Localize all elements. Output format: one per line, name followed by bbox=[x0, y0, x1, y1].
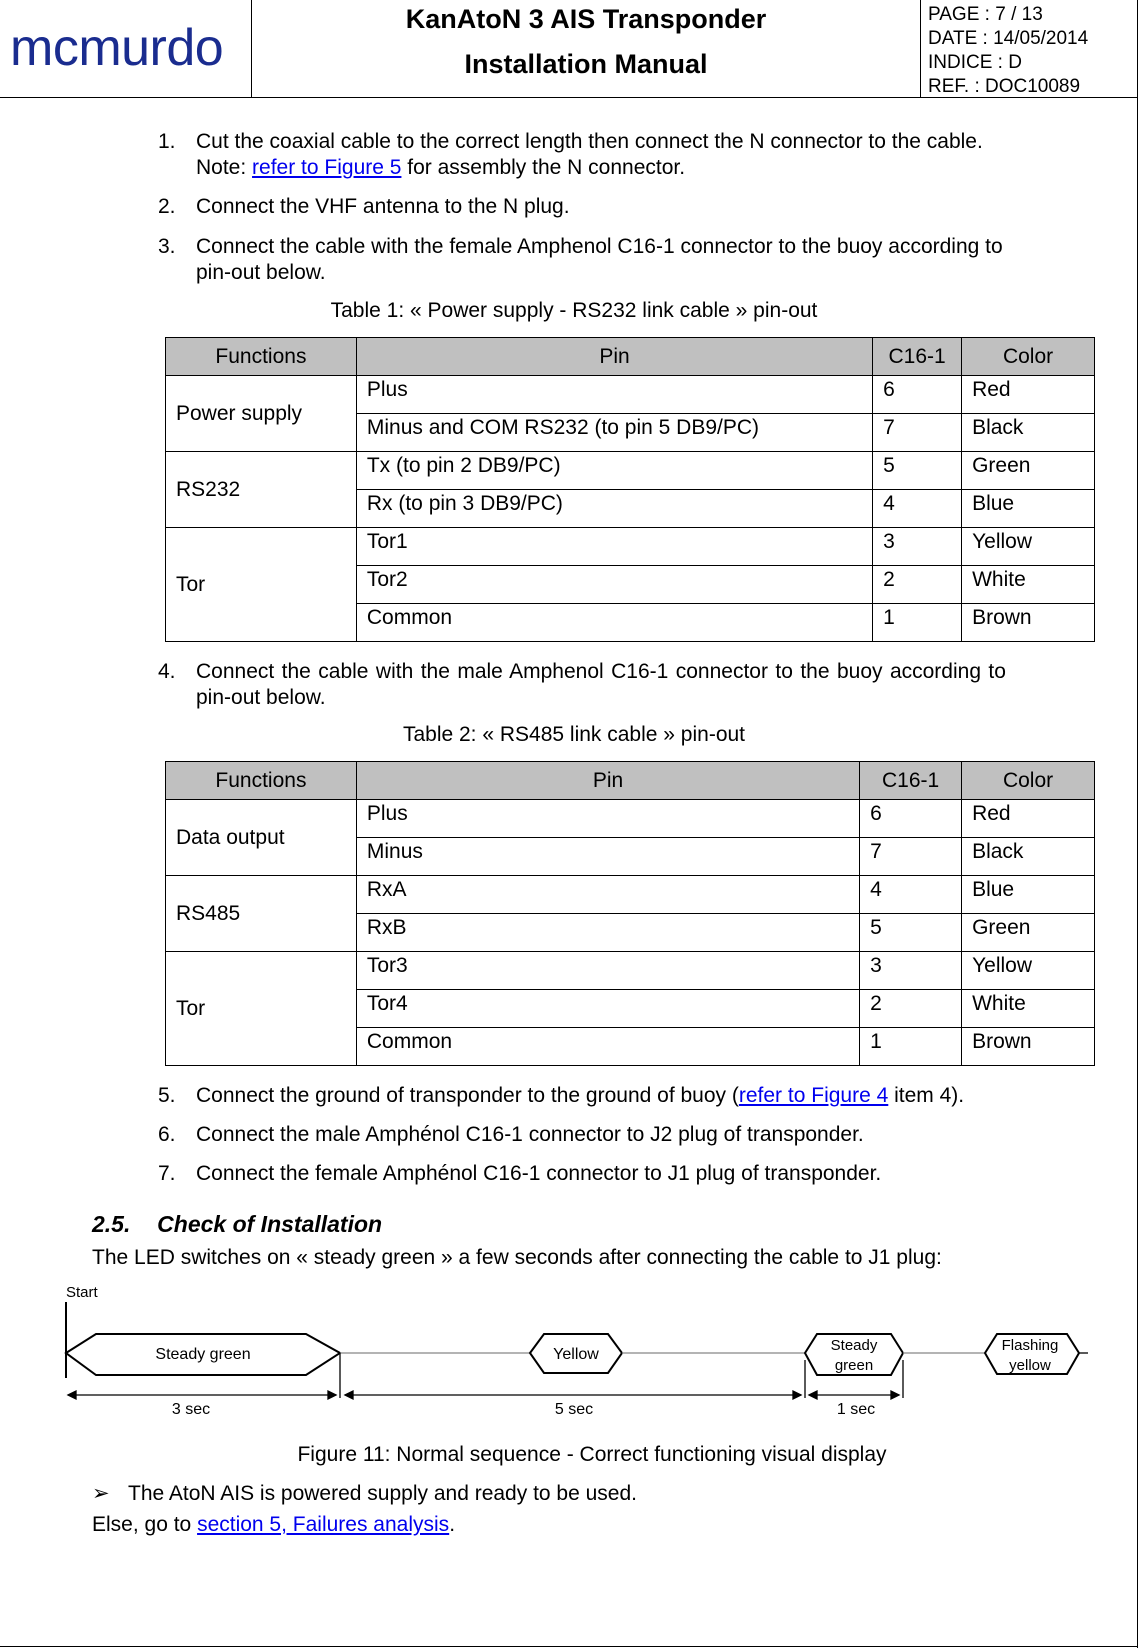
step-2-text: Connect the VHF antenna to the N plug. bbox=[196, 195, 570, 218]
step-1-note bbox=[196, 155, 1088, 181]
note-suffix: for assembly the N connector. bbox=[401, 156, 686, 179]
link-failures-analysis[interactable]: section 5, Failures analysis bbox=[197, 1513, 450, 1536]
state-label: Flashing bbox=[1001, 1337, 1059, 1354]
table-row bbox=[166, 376, 1095, 414]
led-sequence-diagram bbox=[60, 1280, 1090, 1420]
state-label: yellow bbox=[1009, 1357, 1051, 1374]
table-header-row bbox=[166, 338, 1095, 376]
pin-cell: RxA bbox=[356, 876, 859, 914]
step-number: 4. bbox=[158, 660, 176, 683]
color-cell: Blue bbox=[962, 876, 1095, 914]
step-5-suffix: item 4). bbox=[888, 1084, 965, 1107]
function-cell: Tor bbox=[166, 528, 357, 642]
state-label: green bbox=[834, 1357, 874, 1374]
table-2-caption: Table 2: « RS485 link cable » pin-out bbox=[402, 723, 746, 746]
step-3-line: Connect the cable with the female Amphenol C16-1 connector to the buoy according to bbox=[196, 235, 1003, 258]
column-header: Color bbox=[962, 762, 1095, 800]
c16-cell: 1 bbox=[873, 604, 962, 642]
c16-cell: 6 bbox=[873, 376, 962, 414]
bullet-arrow-icon: ➢ bbox=[92, 1482, 110, 1505]
section-heading bbox=[92, 1211, 382, 1238]
pin-cell: Minus bbox=[356, 838, 859, 876]
table-row bbox=[166, 528, 1095, 566]
else-line bbox=[92, 1512, 455, 1538]
function-cell: Tor bbox=[166, 952, 357, 1066]
pin-cell: Common bbox=[356, 604, 872, 642]
color-cell: Brown bbox=[962, 604, 1095, 642]
column-header: Pin bbox=[356, 762, 859, 800]
step-1-line: Cut the coaxial cable to the correct length then connect the N connector to the cable. bbox=[196, 130, 983, 153]
duration-label: 5 sec bbox=[554, 1401, 594, 1418]
c16-cell: 4 bbox=[873, 490, 962, 528]
color-cell: White bbox=[962, 990, 1095, 1028]
table-row bbox=[166, 952, 1095, 990]
color-cell: White bbox=[962, 566, 1095, 604]
c16-cell: 2 bbox=[860, 990, 962, 1028]
step-3-line: pin-out below. bbox=[196, 261, 326, 284]
step-number: 5. bbox=[158, 1084, 176, 1107]
mcmurdo-logo: mcmurdo bbox=[10, 19, 224, 77]
step-1-text bbox=[196, 129, 1088, 181]
column-header: Functions bbox=[166, 762, 357, 800]
pin-cell: Tor1 bbox=[356, 528, 872, 566]
column-header: Functions bbox=[166, 338, 357, 376]
figure-11-caption: Figure 11: Normal sequence - Correct functioning visual display bbox=[297, 1443, 887, 1466]
table-header-row bbox=[166, 762, 1095, 800]
page-border-bottom bbox=[0, 1646, 1138, 1647]
table-2-pinout bbox=[165, 761, 1095, 1066]
step-4-text bbox=[196, 659, 1006, 711]
step-7-text: Connect the female Amphénol C16-1 connector to J1 plug of transponder. bbox=[196, 1162, 882, 1185]
start-label: Start bbox=[66, 1284, 98, 1301]
color-cell: Black bbox=[962, 838, 1095, 876]
section-number: 2.5. bbox=[92, 1211, 131, 1237]
link-figure-5[interactable]: refer to Figure 5 bbox=[252, 156, 402, 179]
pin-cell: Tor3 bbox=[356, 952, 859, 990]
else-suffix: . bbox=[449, 1513, 456, 1536]
table-1-caption: Table 1: « Power supply - RS232 link cable » pin-out bbox=[330, 299, 818, 322]
pin-cell: Rx (to pin 3 DB9/PC) bbox=[356, 490, 872, 528]
step-number: 7. bbox=[158, 1162, 176, 1185]
duration-arrows bbox=[68, 1391, 899, 1399]
function-cell: Data output bbox=[166, 800, 357, 876]
state-label: Steady bbox=[830, 1337, 878, 1354]
function-cell: RS485 bbox=[166, 876, 357, 952]
c16-cell: 7 bbox=[860, 838, 962, 876]
pin-cell: RxB bbox=[356, 914, 859, 952]
step-5-prefix: Connect the ground of transponder to the ground of buoy ( bbox=[196, 1084, 739, 1107]
step-3-text bbox=[196, 234, 1003, 286]
color-cell: Blue bbox=[962, 490, 1095, 528]
step-number: 6. bbox=[158, 1123, 176, 1146]
step-4-line: pin-out below. bbox=[196, 686, 326, 709]
c16-cell: 4 bbox=[860, 876, 962, 914]
c16-cell: 1 bbox=[860, 1028, 962, 1066]
pin-cell: Plus bbox=[356, 376, 872, 414]
column-header: C16-1 bbox=[873, 338, 962, 376]
document-ref: REF. : DOC10089 bbox=[928, 76, 1081, 97]
color-cell: Red bbox=[962, 800, 1095, 838]
c16-cell: 5 bbox=[860, 914, 962, 952]
color-cell: Green bbox=[962, 914, 1095, 952]
pin-cell: Tor2 bbox=[356, 566, 872, 604]
step-number: 1. bbox=[158, 130, 176, 153]
step-5-text bbox=[196, 1083, 964, 1109]
c16-cell: 5 bbox=[873, 452, 962, 490]
table-1-pinout bbox=[165, 337, 1095, 642]
page-header bbox=[0, 0, 1138, 98]
document-title bbox=[252, 0, 920, 98]
color-cell: Yellow bbox=[962, 528, 1095, 566]
pin-cell: Minus and COM RS232 (to pin 5 DB9/PC) bbox=[356, 414, 872, 452]
pin-cell: Common bbox=[356, 1028, 859, 1066]
note-prefix: Note: bbox=[196, 156, 253, 179]
table-row bbox=[166, 876, 1095, 914]
c16-cell: 3 bbox=[860, 952, 962, 990]
table-row bbox=[166, 452, 1095, 490]
color-cell: Black bbox=[962, 414, 1095, 452]
document-date: DATE : 14/05/2014 bbox=[928, 28, 1089, 49]
color-cell: Brown bbox=[962, 1028, 1095, 1066]
step-4-line: Connect the cable with the male Amphenol C16-1 connector to the buoy according to bbox=[196, 660, 1006, 683]
pin-cell: Tx (to pin 2 DB9/PC) bbox=[356, 452, 872, 490]
c16-cell: 3 bbox=[873, 528, 962, 566]
header-divider bbox=[920, 0, 921, 98]
section-title: Check of Installation bbox=[157, 1211, 383, 1237]
ready-statement: The AtoN AIS is powered supply and ready to be used. bbox=[128, 1482, 637, 1505]
link-figure-4[interactable]: refer to Figure 4 bbox=[738, 1084, 889, 1107]
page-number: PAGE : 7 / 13 bbox=[928, 4, 1043, 25]
section-intro: The LED switches on « steady green » a few seconds after connecting the cable to J1 plug: bbox=[92, 1246, 942, 1269]
document-indice: INDICE : D bbox=[928, 52, 1022, 73]
column-header: C16-1 bbox=[860, 762, 962, 800]
c16-cell: 6 bbox=[860, 800, 962, 838]
color-cell: Red bbox=[962, 376, 1095, 414]
else-prefix: Else, go to bbox=[92, 1513, 198, 1536]
title-line-1: KanAtoN 3 AIS Transponder bbox=[405, 4, 767, 34]
step-number: 3. bbox=[158, 235, 176, 258]
document-metadata bbox=[928, 3, 1088, 99]
state-label: Yellow bbox=[553, 1346, 599, 1363]
c16-cell: 7 bbox=[873, 414, 962, 452]
color-cell: Green bbox=[962, 452, 1095, 490]
duration-label: 1 sec bbox=[836, 1401, 876, 1418]
column-header: Pin bbox=[356, 338, 872, 376]
c16-cell: 2 bbox=[873, 566, 962, 604]
state-label: Steady green bbox=[155, 1346, 251, 1363]
title-line-2: Installation Manual bbox=[464, 49, 708, 79]
pin-cell: Tor4 bbox=[356, 990, 859, 1028]
step-6-text: Connect the male Amphénol C16-1 connector to J2 plug of transponder. bbox=[196, 1123, 864, 1146]
step-number: 2. bbox=[158, 195, 176, 218]
pin-cell: Plus bbox=[356, 800, 859, 838]
duration-label: 3 sec bbox=[171, 1401, 211, 1418]
page-border-right bbox=[1137, 98, 1138, 1648]
column-header: Color bbox=[962, 338, 1095, 376]
function-cell: Power supply bbox=[166, 376, 357, 452]
function-cell: RS232 bbox=[166, 452, 357, 528]
table-row bbox=[166, 800, 1095, 838]
color-cell: Yellow bbox=[962, 952, 1095, 990]
